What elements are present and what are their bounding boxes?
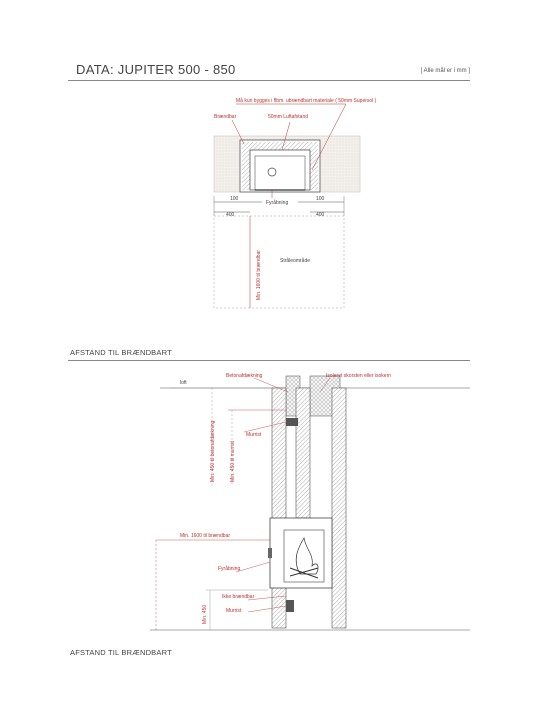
plan-note-top: Må kun bygges i flbm. ubrændbart materiale ( 50mm Supersol ) [236, 98, 377, 104]
section-title-2: AFSTAND TIL BRÆNDBART [70, 648, 172, 657]
plan-label-min1600: Min. 1600 til brændbar [256, 249, 262, 300]
label-min450: Min. 450 [202, 604, 208, 624]
units-note: [ Alle mål er i mm ] [420, 68, 470, 74]
label-min450-braendbar: Min. 450 til betonafdækning [210, 420, 216, 482]
label-murrist-top: Murrist [246, 432, 262, 438]
label-isoleret: Isoleret skorsten eller isokern [326, 373, 392, 379]
label-min1600: Min. 1600 til brændbar [180, 533, 231, 539]
chimney-wall-right [332, 388, 346, 628]
plan-label-fyraabning: Fyråbning [266, 200, 289, 206]
label-ikke-braendbar: Ikke brændbar [222, 594, 255, 600]
flue-wall [296, 388, 310, 518]
murrist-bottom [286, 600, 294, 612]
plan-dim-400-left: 400 [226, 212, 235, 218]
plan-dim-400-right: 400 [316, 212, 325, 218]
plan-label-luft: 50mm Luftafstand [268, 114, 309, 120]
plan-dim-100-left: 100 [230, 196, 239, 202]
label-beton: Betonafdækning [226, 373, 263, 379]
murrist-top [286, 418, 298, 426]
label-min450-mur: Min. 450 til murrist [230, 441, 236, 482]
label-fyraabning: Fyråbning [218, 566, 241, 572]
plan-dim-100-right: 100 [316, 196, 325, 202]
chimney-wall-left [272, 388, 286, 628]
page-title: DATA: JUPITER 500 - 850 [76, 62, 236, 77]
section-title-1: AFSTAND TIL BRÆNDBART [70, 348, 172, 357]
label-loft: loft [180, 380, 187, 386]
plan-label-braendbar: Brændbar [214, 114, 237, 120]
plan-label-straale: Stråleområde [280, 258, 311, 264]
label-murrist-bottom: Murrist [226, 608, 242, 614]
